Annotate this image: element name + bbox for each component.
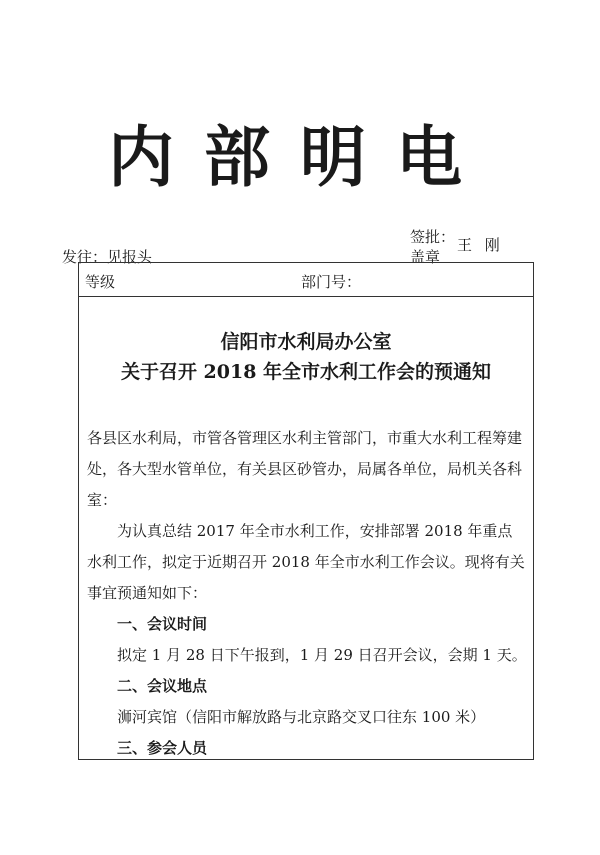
notice-title-line1: 信阳市水利局办公室 xyxy=(220,331,392,353)
seal-label: 盖章 xyxy=(410,248,441,266)
section2-text: 浉河宾馆（信阳市解放路与北京路交叉口往东 100 米） xyxy=(117,708,486,726)
recipients: 各县区水利局，市管各管理区水利主管部门，市重大水利工程筹建处，各大型水管单位，有关县区砂管办，局属各单位，局机关各科室： xyxy=(87,429,523,509)
intro-paragraph: 为认真总结 2017 年全市水利工作，安排部署 2018 年重点水利工作，拟定于近期召开 2018 年全市水利工作会议。现将有关事宜预通知如下： xyxy=(87,522,525,602)
section1-heading: 一、会议时间 xyxy=(117,615,208,633)
section3-heading: 三、参会人员 xyxy=(117,739,208,757)
level-label: 等级 xyxy=(85,273,116,291)
sender-line: 发往：见报头 xyxy=(62,248,153,266)
section1-text: 拟定 1 月 28 日下午报到，1 月 29 日召开会议，会期 1 天。 xyxy=(117,646,527,664)
notice-body xyxy=(87,423,527,764)
signer-name: 王 刚 xyxy=(457,236,504,254)
notice-title-line2: 关于召开 2018 年全市水利工作会的预通知 xyxy=(120,361,492,383)
dept-label: 部门号： xyxy=(301,273,362,291)
header-row xyxy=(79,263,533,297)
section2-heading: 二、会议地点 xyxy=(117,677,208,695)
telegram-frame xyxy=(78,262,534,760)
sign-label: 签批： xyxy=(410,228,456,246)
document-title: 内部明电 xyxy=(108,118,492,196)
sign-row xyxy=(62,222,542,266)
notice-title xyxy=(79,327,533,387)
